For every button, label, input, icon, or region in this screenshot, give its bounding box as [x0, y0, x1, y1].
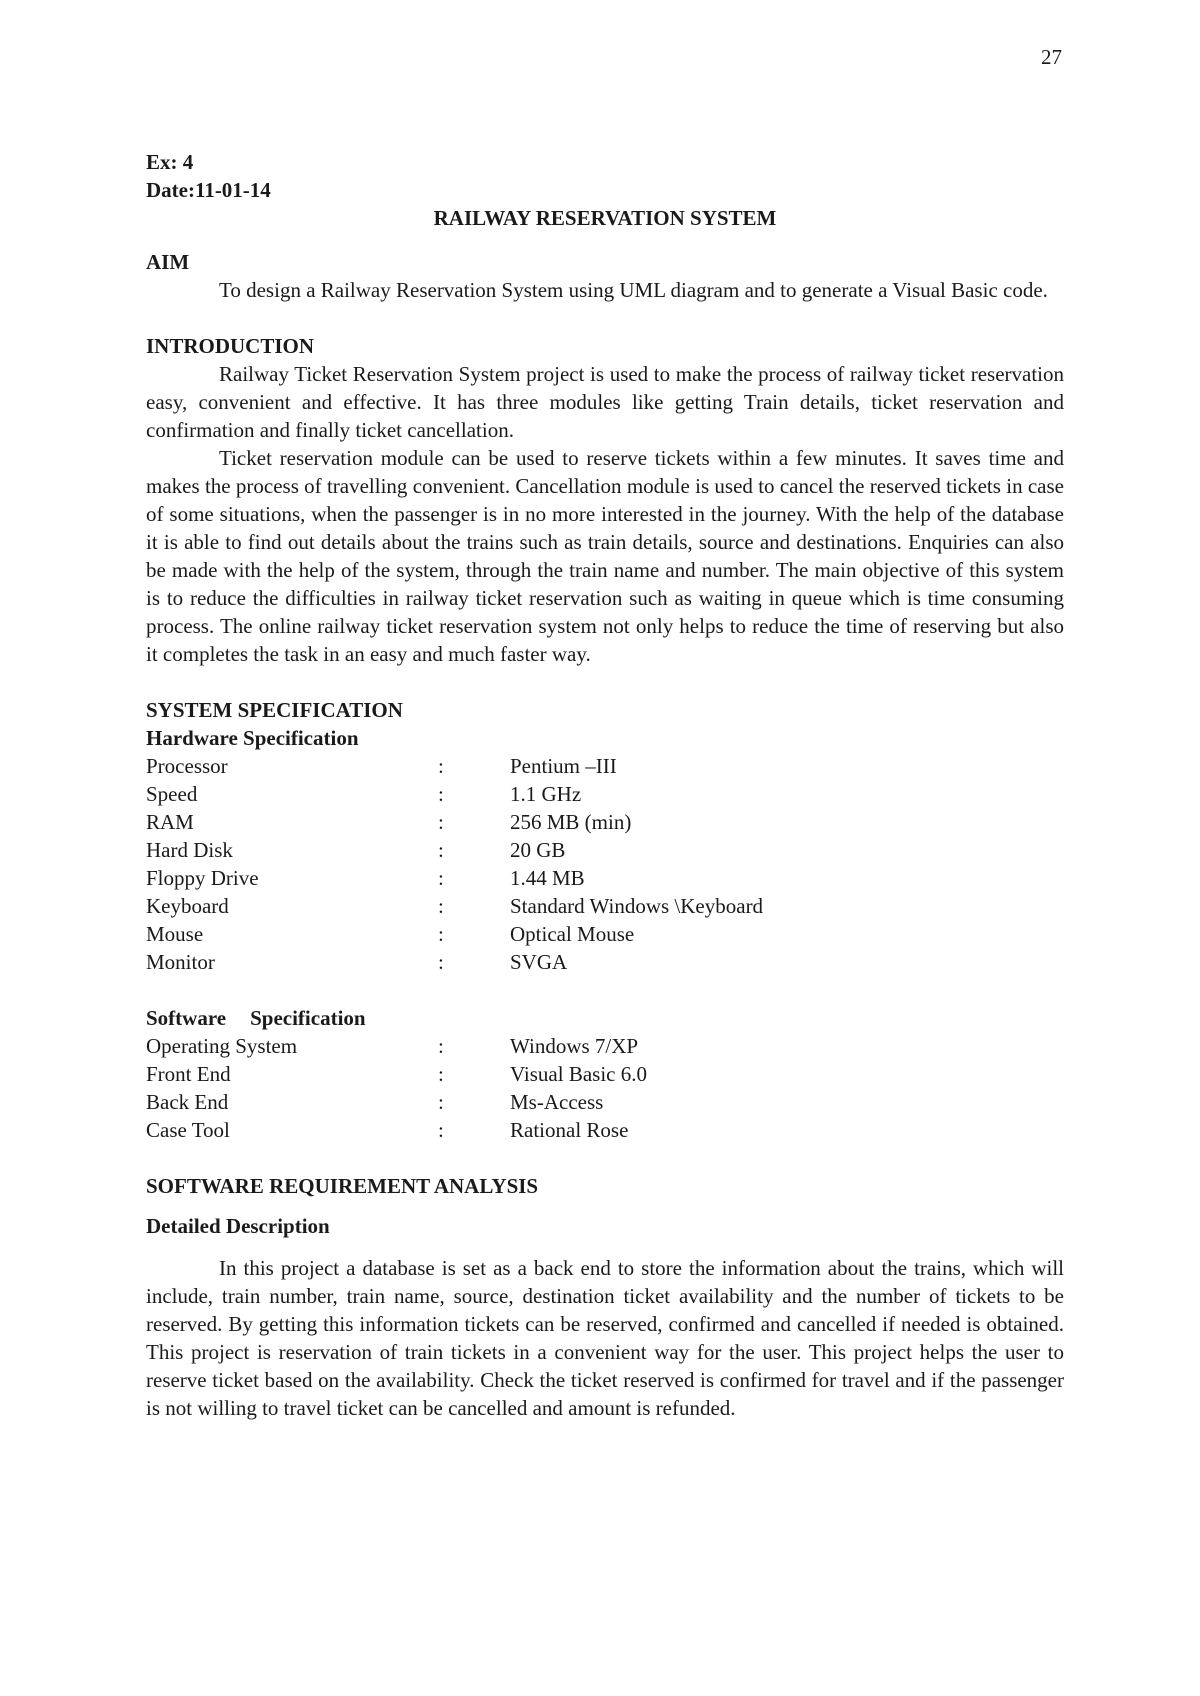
spec-key: Speed [146, 782, 198, 806]
table-row [146, 892, 763, 920]
spec-separator: : [438, 838, 444, 862]
table-row [146, 752, 763, 780]
spec-key: Mouse [146, 922, 204, 946]
spec-value: Pentium –III [510, 754, 617, 778]
aim-heading: AIM [146, 250, 190, 274]
introduction-heading: INTRODUCTION [146, 334, 315, 358]
spec-value: Standard Windows \Keyboard [510, 894, 764, 918]
page-content [146, 148, 1064, 1422]
page-number: 27 [1041, 45, 1062, 69]
detailed-description-text: In this project a database is set as a back end to store the information about the trains, which will include, train number, train name, source, destination ticket availability and the number of tickets to be reserved. By getting this information tickets can be reserved, confirmed and cancelled if needed is obtained. This project is reservation of train tickets in a convenient way for the user. This project helps the user to reserve ticket based on the availability. Check the ticket reserved is confirmed for travel and if the passenger is not willing to travel ticket can be cancelled and amount is refunded. [146, 1256, 1064, 1420]
spec-value: 1.1 GHz [510, 782, 582, 806]
spec-separator: : [438, 894, 444, 918]
table-row [146, 1032, 647, 1060]
spec-key: Front End [146, 1062, 231, 1086]
spec-separator: : [438, 1118, 444, 1142]
spec-separator: : [438, 866, 444, 890]
date-label: Date:11-01-14 [146, 178, 271, 202]
spec-value: Windows 7/XP [510, 1034, 639, 1058]
introduction-paragraph-2: Ticket reservation module can be used to reserve tickets within a few minutes. It saves time and makes the process of travelling convenient. Cancellation module is used to cancel the reserved tickets in case of some situations, when the passenger is in no more interested in the journey. With the help of the database it is able to find out details about the trains such as train details, source and destinations. Enquiries can also be made with the help of the system, through the train name and number. The main objective of this system is to reduce the difficulties in railway ticket reservation such as waiting in queue which is time consuming process. The online railway ticket reservation system not only helps to reduce the time of reserving but also it completes the task in an easy and much faster way. [146, 446, 1064, 666]
spec-value: 20 GB [510, 838, 566, 862]
spec-value: 256 MB (min) [510, 810, 632, 834]
spec-separator: : [438, 950, 444, 974]
spec-separator: : [438, 754, 444, 778]
software-specification-heading [146, 1004, 1064, 1032]
requirement-analysis-heading: SOFTWARE REQUIREMENT ANALYSIS [146, 1174, 539, 1198]
spec-value: Optical Mouse [510, 922, 635, 946]
table-row [146, 1116, 647, 1144]
page-title: RAILWAY RESERVATION SYSTEM [433, 206, 777, 230]
table-row [146, 780, 763, 808]
spec-separator: : [438, 1090, 444, 1114]
spec-value: Visual Basic 6.0 [510, 1062, 647, 1086]
spec-key: Case Tool [146, 1118, 230, 1142]
spec-separator: : [438, 1034, 444, 1058]
hardware-spec-table [146, 752, 763, 976]
spec-key: Processor [146, 754, 228, 778]
spec-key: Back End [146, 1090, 229, 1114]
spec-separator: : [438, 1062, 444, 1086]
spec-value: 1.44 MB [510, 866, 585, 890]
detailed-description-heading: Detailed Description [146, 1214, 330, 1238]
spec-key: RAM [146, 810, 194, 834]
spec-separator: : [438, 782, 444, 806]
spec-value: SVGA [510, 950, 568, 974]
spec-key: Monitor [146, 950, 215, 974]
aim-text: To design a Railway Reservation System using UML diagram and to generate a Visual Basic code. [219, 278, 1048, 302]
hardware-specification-heading: Hardware Specification [146, 726, 359, 750]
spec-key: Operating System [146, 1034, 298, 1058]
spec-separator: : [438, 810, 444, 834]
table-row [146, 808, 763, 836]
spec-key: Floppy Drive [146, 866, 259, 890]
software-spec-table [146, 1032, 647, 1144]
software-heading-word-1: Software [146, 1006, 227, 1030]
spec-separator: : [438, 922, 444, 946]
table-row [146, 864, 763, 892]
spec-key: Keyboard [146, 894, 229, 918]
system-specification-heading: SYSTEM SPECIFICATION [146, 698, 403, 722]
spec-value: Ms-Access [510, 1090, 604, 1114]
table-row [146, 836, 763, 864]
introduction-paragraph-1: Railway Ticket Reservation System project is used to make the process of railway ticket reservation easy, convenient and effective. It has three modules like getting Train details, ticket reservation and confirmation and finally ticket cancellation. [146, 362, 1064, 442]
table-row [146, 1088, 647, 1116]
software-heading-word-2: Specification [250, 1006, 366, 1030]
spec-key: Hard Disk [146, 838, 233, 862]
exercise-label: Ex: 4 [146, 150, 194, 174]
table-row [146, 920, 763, 948]
spec-value: Rational Rose [510, 1118, 629, 1142]
table-row [146, 948, 763, 976]
table-row [146, 1060, 647, 1088]
